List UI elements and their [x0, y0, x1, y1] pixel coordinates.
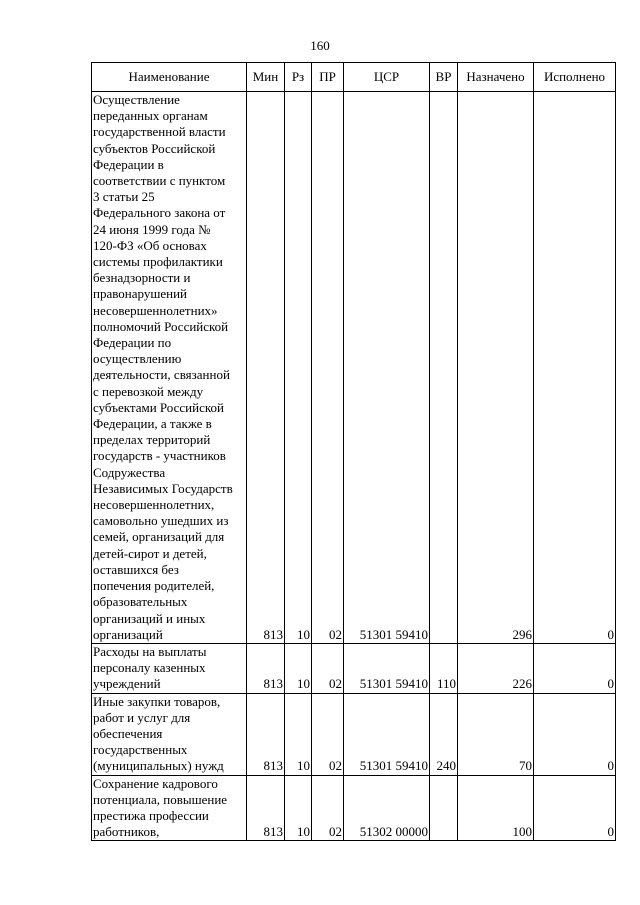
row-pr: 02 — [312, 693, 344, 775]
row-rz: 10 — [285, 693, 312, 775]
page-number: 160 — [310, 38, 330, 53]
row-vr: 110 — [430, 643, 458, 693]
row-min: 813 — [247, 643, 285, 693]
header-executed: Исполнено — [534, 63, 616, 92]
row-executed: 0 — [534, 775, 616, 841]
header-min: Мин — [247, 63, 285, 92]
row-name: Осуществление переданных органам государственной власти субъектов Российской Федерации в соответствии с пунктом 3 статьи 25 Федерального закона от 24 июня 1999 года № 120-ФЗ «Об основах системы профилактики безнадзорности и правонарушений несовершеннолетних» полномочий Российской Федерации по осуществлению деятельности, связанной с перевозкой между субъектами Российской Федерации, а также в пределах территорий государств - участников Содружества Независимых Государств несовершеннолетних, самовольно ушедших из семей, организаций для детей-сирот и детей, оставшихся без попечения родителей, образовательных организаций и иных организаций — [92, 92, 247, 644]
row-name: Сохранение кадрового потенциала, повышение престижа профессии работников, — [92, 775, 247, 841]
row-vr — [430, 775, 458, 841]
header-csr: ЦСР — [344, 63, 430, 92]
row-executed: 0 — [534, 92, 616, 644]
row-csr: 51301 59410 — [344, 643, 430, 693]
row-vr: 240 — [430, 693, 458, 775]
row-pr: 02 — [312, 92, 344, 644]
table-row — [92, 775, 616, 841]
row-executed: 0 — [534, 643, 616, 693]
row-rz: 10 — [285, 643, 312, 693]
header-pr: ПР — [312, 63, 344, 92]
table-row — [92, 92, 616, 644]
budget-table — [91, 62, 616, 841]
table-header-row — [92, 63, 616, 92]
row-assigned: 70 — [458, 693, 534, 775]
row-assigned: 296 — [458, 92, 534, 644]
header-vr: ВР — [430, 63, 458, 92]
row-pr: 02 — [312, 775, 344, 841]
row-assigned: 226 — [458, 643, 534, 693]
row-name: Расходы на выплаты персоналу казенных учреждений — [92, 643, 247, 693]
row-min: 813 — [247, 775, 285, 841]
row-min: 813 — [247, 92, 285, 644]
row-assigned: 100 — [458, 775, 534, 841]
header-name: Наименование — [92, 63, 247, 92]
row-rz: 10 — [285, 92, 312, 644]
table-row — [92, 693, 616, 775]
table-row — [92, 643, 616, 693]
header-assigned: Назначено — [458, 63, 534, 92]
row-csr: 51301 59410 — [344, 92, 430, 644]
row-pr: 02 — [312, 643, 344, 693]
row-csr: 51302 00000 — [344, 775, 430, 841]
row-rz: 10 — [285, 775, 312, 841]
row-name: Иные закупки товаров, работ и услуг для обеспечения государственных (муниципальных) нужд — [92, 693, 247, 775]
row-vr — [430, 92, 458, 644]
row-min: 813 — [247, 693, 285, 775]
row-csr: 51301 59410 — [344, 693, 430, 775]
row-executed: 0 — [534, 693, 616, 775]
header-rz: Рз — [285, 63, 312, 92]
